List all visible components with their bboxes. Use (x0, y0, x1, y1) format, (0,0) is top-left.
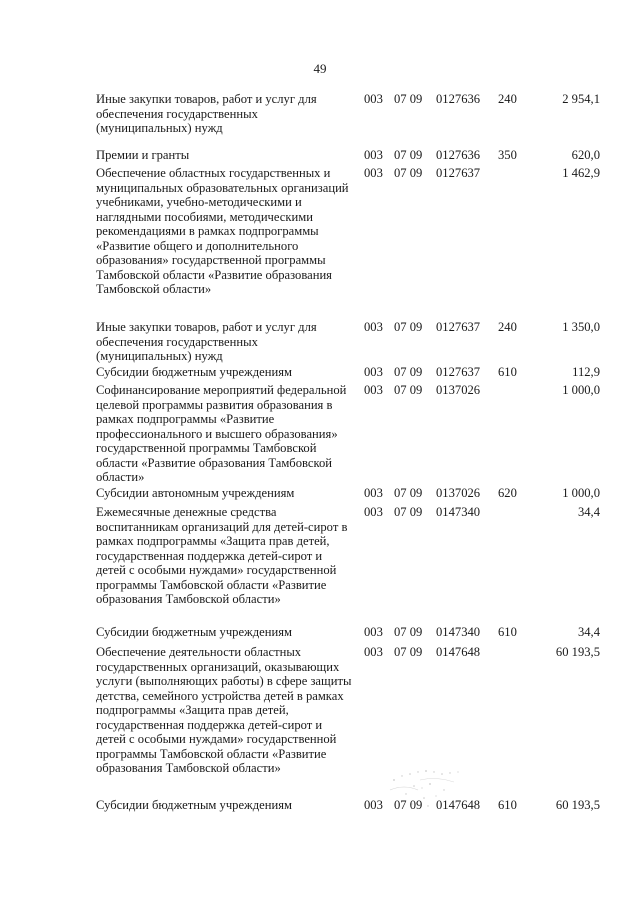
row-target-code: 0147340 (436, 505, 481, 519)
row-admin-code: 003 (364, 505, 383, 519)
row-admin-code: 003 (364, 92, 383, 106)
row-section-code: 07 09 (394, 166, 423, 180)
row-amount: 34,4 (577, 505, 600, 519)
row-amount: 60 193,5 (555, 798, 600, 812)
row-admin-code: 003 (364, 320, 383, 334)
row-amount: 112,9 (572, 365, 600, 379)
row-section-code: 07 09 (394, 320, 423, 334)
row-section-code: 07 09 (394, 92, 423, 106)
row-target-code: 0137026 (436, 486, 481, 500)
row-amount: 2 954,1 (562, 92, 600, 106)
row-amount: 620,0 (571, 148, 600, 162)
row-name: Иные закупки товаров, работ и услуг для обеспечения государственных (муниципальных) нужд (96, 92, 317, 135)
row-admin-code: 003 (364, 148, 383, 162)
row-expense-type: 610 (498, 365, 517, 379)
row-target-code: 0127636 (436, 92, 481, 106)
table-row (0, 798, 640, 816)
row-target-code: 0137026 (436, 383, 481, 397)
table-row (0, 92, 640, 148)
table-row (0, 148, 640, 166)
table-row (0, 505, 640, 625)
row-section-code: 07 09 (394, 798, 423, 812)
row-expense-type: 610 (498, 625, 517, 639)
row-target-code: 0127637 (436, 320, 481, 334)
table-row (0, 625, 640, 645)
row-expense-type: 240 (498, 320, 517, 334)
row-name: Субсидии бюджетным учреждениям (96, 365, 292, 379)
row-amount: 1 000,0 (562, 486, 600, 500)
row-admin-code: 003 (364, 486, 383, 500)
table-row (0, 166, 640, 320)
row-expense-type: 240 (498, 92, 517, 106)
row-amount: 1 462,9 (562, 166, 600, 180)
table-row (0, 320, 640, 365)
row-section-code: 07 09 (394, 486, 423, 500)
row-name: Субсидии бюджетным учреждениям (96, 625, 292, 639)
table-row (0, 365, 640, 383)
row-admin-code: 003 (364, 798, 383, 812)
row-section-code: 07 09 (394, 645, 423, 659)
row-section-code: 07 09 (394, 505, 423, 519)
row-name: Ежемесячные денежные средства воспитанникам организаций для детей-сирот в рамках подпрограммы «Защита прав детей, государственная поддержка детей-сирот и детей с особыми нуждами» государственной программы Тамбовской области «Развитие образования Тамбовской области» (96, 505, 348, 606)
table-row (0, 383, 640, 486)
row-admin-code: 003 (364, 166, 383, 180)
page-number: 49 (313, 61, 327, 76)
row-expense-type: 620 (498, 486, 517, 500)
row-name: Субсидии автономным учреждениям (96, 486, 295, 500)
row-name: Субсидии бюджетным учреждениям (96, 798, 292, 812)
row-section-code: 07 09 (394, 625, 423, 639)
row-target-code: 0127636 (436, 148, 481, 162)
row-target-code: 0147340 (436, 625, 481, 639)
table-row (0, 645, 640, 798)
row-expense-type: 610 (498, 798, 517, 812)
row-target-code: 0147648 (436, 645, 481, 659)
row-name: Обеспечение деятельности областных государственных организаций, оказывающих услуги (выполняющих работы) в сфере защиты детства, семейного устройства детей в рамках подпрограммы «Защита прав детей, государственная поддержка детей-сирот и детей с особыми нуждами» государственной программы Тамбовской области «Развитие образования Тамбовской области» (96, 645, 352, 775)
row-name: Софинансирование мероприятий федеральной целевой программы развития образования в рамках подпрограммы «Развитие профессионального и высшего образования» государственной программы Тамбовской области «Развитие образования Тамбовской области» (96, 383, 347, 484)
row-target-code: 0127637 (436, 365, 481, 379)
row-target-code: 0127637 (436, 166, 481, 180)
faint-stamp-mark (384, 760, 480, 816)
row-name: Премии и гранты (96, 148, 190, 162)
row-admin-code: 003 (364, 365, 383, 379)
row-section-code: 07 09 (394, 148, 423, 162)
row-admin-code: 003 (364, 645, 383, 659)
row-target-code: 0147648 (436, 798, 481, 812)
row-amount: 1 350,0 (562, 320, 600, 334)
row-section-code: 07 09 (394, 383, 423, 397)
row-admin-code: 003 (364, 383, 383, 397)
row-amount: 34,4 (577, 625, 600, 639)
row-amount: 1 000,0 (562, 383, 600, 397)
table-row (0, 486, 640, 505)
row-admin-code: 003 (364, 625, 383, 639)
row-name: Обеспечение областных государственных и муниципальных образовательных организаций учебниками, учебно-методическими и наглядными пособиями, методическими рекомендациями в рамках подпрограммы «Развитие общего и дополнительного образования» государственной программы Тамбовской области «Развитие образования Тамбовской области» (96, 166, 349, 296)
budget-table (0, 92, 640, 816)
row-amount: 60 193,5 (555, 645, 600, 659)
row-expense-type: 350 (498, 148, 517, 162)
row-section-code: 07 09 (394, 365, 423, 379)
row-name: Иные закупки товаров, работ и услуг для обеспечения государственных (муниципальных) нужд (96, 320, 317, 363)
